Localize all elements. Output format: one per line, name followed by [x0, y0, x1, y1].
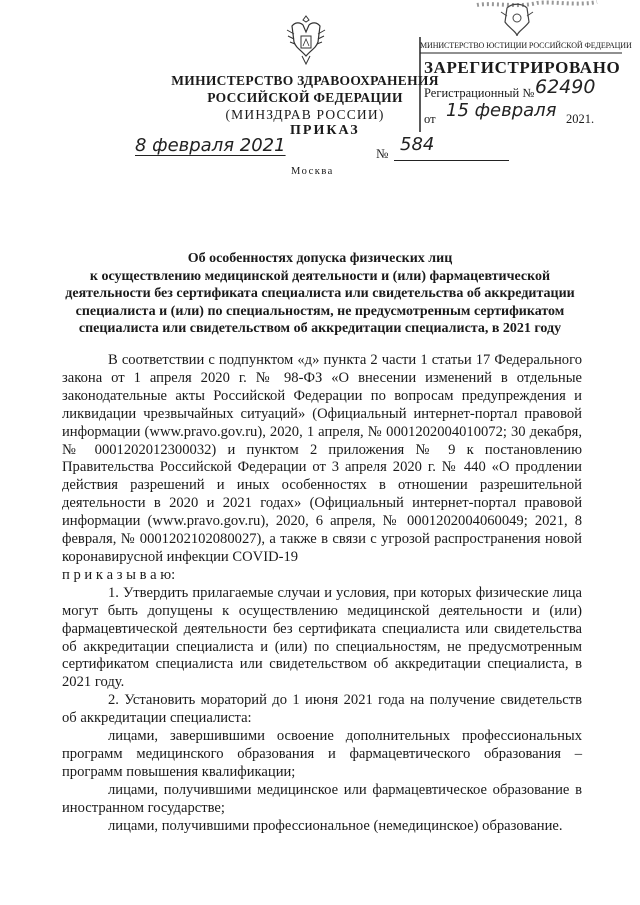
ministry-abbreviation: (МИНЗДРАВ РОССИИ) — [225, 107, 385, 122]
preamble-paragraph: В соответствии с подпунктом «д» пункта 2 части 1 статьи 17 Федерального закона от 1 апреля 2020 г. № 98-ФЗ «О внесении изменений в отдельные законодательные акты Российской Федерации по вопросам предупреждения и ликвидации чрезвычайных ситуаций» (Официальный интернет-портал правовой информации (www.pravo.gov.ru), 2020, 1 апреля, № 0001202004010072; 30 декабря, № 0001202012300032) и пунктом 2 приложения № 9 к постановлению Правительства Российской Федерации от 3 апреля 2020 г. № 440 «О продлении действия разрешений и иных особенностях в отношении разрешительной деятельности в 2020 и 2021 годах» (Официальный интернет-портал правовой информации (www.pravo.gov.ru), 2020, 6 апреля, № 0001202004060049; 2021, 8 февраля, № 0001202102080027), а также в связи с угрозой распространения новой коронавирусной инфекции COVID-19 — [62, 352, 582, 565]
title-line: к осуществлению медицинской деятельности и (или) фармацевтической — [89, 268, 551, 284]
subitem-paragraph: лицами, получившими профессиональное (немедицинское) образование. — [108, 817, 563, 834]
stamp-date-handwritten: 15 февраля — [446, 100, 557, 121]
ministry-name-line1: МИНИСТЕРСТВО ЗДРАВООХРАНЕНИЯ — [171, 73, 439, 88]
stamp-eagle-icon — [501, 4, 533, 36]
title-line: Об особенностях допуска физических лиц — [187, 251, 453, 266]
subitem-paragraph: лицами, получившими медицинское или фармацевтическое образование в иностранном государстве; — [62, 781, 582, 816]
order-number-handwritten: 584 — [400, 134, 435, 155]
document-title — [60, 250, 580, 338]
stamp-registered-label: ЗАРЕГИСТРИРОВАНО — [424, 58, 621, 77]
title-line: специалиста и (или) по специальностям, не предусмотренным сертификатом — [75, 303, 565, 319]
stamp-registration-number-label: Регистрационный № — [424, 86, 535, 100]
order-number-label: № — [376, 146, 389, 161]
ministry-name-line2: РОССИЙСКОЙ ФЕДЕРАЦИИ — [207, 90, 403, 105]
ministry-header — [160, 72, 450, 123]
order-title: ПРИКАЗ — [290, 123, 360, 138]
item-2-paragraph: 2. Установить мораторий до 1 июня 2021 года на получение свидетельств об аккредитации специалиста: — [62, 692, 582, 727]
subitem-paragraph: лицами, завершившими освоение дополнительных профессиональных программ медицинского образования и фармацевтического образования – программ повышения квалификации; — [62, 728, 582, 780]
stamp-year: 2021. — [566, 112, 595, 126]
order-directive: п р и к а з ы в а ю: — [62, 566, 176, 583]
order-date-handwritten: 8 февраля 2021 — [135, 135, 286, 156]
title-line: специалиста или свидетельством об аккредитации специалиста, в 2021 году — [78, 321, 562, 336]
city-label: Москва — [291, 166, 334, 177]
item-1-paragraph: 1. Утвердить прилагаемые случаи и условия, при которых физические лица могут быть допущены к осуществлению медицинской деятельности и (или) фармацевтической деятельности без сертификата специалиста или свидетельства об аккредитации специалиста и (или) по специальностям, не предусмотренным сертификатом специалиста или свидетельством об аккредитации специалиста, в 2021 году. — [62, 584, 582, 691]
stamp-registration-number-handwritten: 62490 — [535, 76, 596, 98]
title-line: деятельности без сертификата специалиста или свидетельства об аккредитации — [65, 286, 575, 301]
stamp-date-label: от — [424, 112, 436, 126]
order-number-underline — [394, 160, 509, 161]
document-body — [62, 352, 582, 835]
coat-of-arms-emblem — [283, 12, 329, 68]
stamp-ministry-of-justice: МИНИСТЕРСТВО ЮСТИЦИИ РОССИЙСКОЙ ФЕДЕРАЦИИ — [420, 41, 632, 50]
